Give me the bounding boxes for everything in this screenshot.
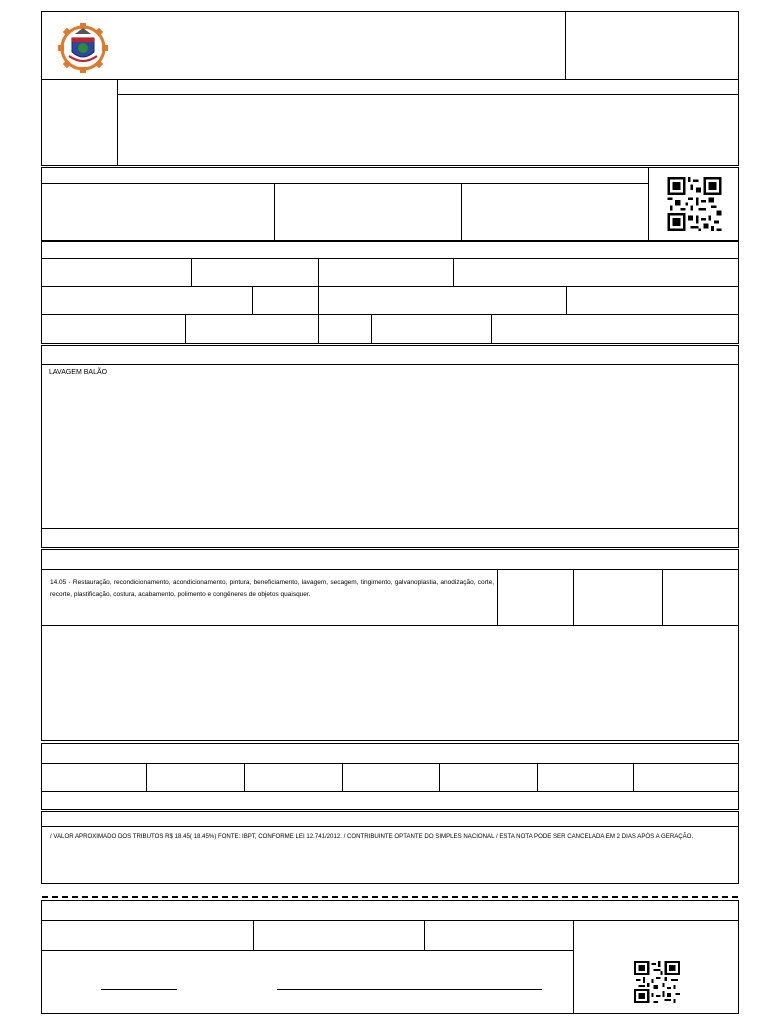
service-cell-2 <box>497 569 574 626</box>
taker-r2-c4 <box>566 286 739 315</box>
service-cell-4 <box>662 569 739 626</box>
verification-cell-1 <box>41 183 275 241</box>
receipt-cell-2 <box>253 920 425 951</box>
values-cell-4 <box>342 763 440 792</box>
taker-r1-c3 <box>318 258 454 287</box>
values-cell-3 <box>244 763 343 792</box>
taker-r2-c2 <box>252 286 319 315</box>
verification-cell-3 <box>461 183 649 241</box>
notes-header <box>41 811 739 827</box>
values-cell-7 <box>633 763 739 792</box>
values-cell-6 <box>537 763 634 792</box>
qr-code-icon <box>667 177 722 231</box>
taker-r1-c1 <box>41 258 192 287</box>
values-header <box>41 743 739 764</box>
receipt-date-line <box>101 989 177 990</box>
description-footer <box>41 528 739 548</box>
taker-r3-c4 <box>371 314 492 344</box>
receipt-cell-3 <box>424 920 574 951</box>
taker-r3-c2 <box>185 314 319 344</box>
taker-header <box>41 241 739 259</box>
service-cell-3 <box>573 569 663 626</box>
values-cell-2 <box>146 763 245 792</box>
taker-r3-c1 <box>41 314 186 344</box>
municipal-logo-icon <box>55 22 111 74</box>
service-header <box>41 549 739 570</box>
taker-r3-c5 <box>491 314 739 344</box>
description-header <box>41 345 739 365</box>
verification-cell-2 <box>274 183 462 241</box>
description-box <box>41 345 739 548</box>
header-box <box>41 11 566 80</box>
description-text: LAVAGEM BALÃO <box>49 369 108 376</box>
values-cell-5 <box>439 763 538 792</box>
verification-header <box>41 167 649 184</box>
qr-code-icon <box>634 961 680 1003</box>
taker-r3-c3 <box>318 314 372 344</box>
issuer-title-cell <box>117 79 739 95</box>
receipt-signature-line <box>277 989 542 990</box>
taker-r1-c2 <box>191 258 319 287</box>
taker-r2-c1 <box>41 286 253 315</box>
receipt-header <box>41 900 739 921</box>
values-cell-1 <box>41 763 147 792</box>
issuer-left-cell <box>41 79 118 166</box>
taker-r2-c3 <box>318 286 567 315</box>
header-right-box <box>565 11 739 80</box>
service-code-description: 14.05 - Restauração, recondicionamento, acondicionamento, pintura, beneficiamento, lavagem, secagem, tingimento, galvanoplastia, anodização, corte, recorte, plastificação, costura, acabamento, polimento e congêneres de objetos quaisquer. <box>50 579 494 598</box>
receipt-cell-1 <box>41 920 254 951</box>
cut-line <box>42 896 738 898</box>
taker-r1-c4 <box>453 258 739 287</box>
notes-text: / VALOR APROXIMADO DOS TRIBUTOS R$ 18.45( 18.45%) FONTE: IBPT, CONFORME LEI 12.741/2012. / CONTRIBUINTE OPTANTE DO SIMPLES NACIONAL / ESTA NOTA PODE SER CANCELADA EM 2 DIAS APÓS A GERAÇÃO. <box>50 833 694 840</box>
